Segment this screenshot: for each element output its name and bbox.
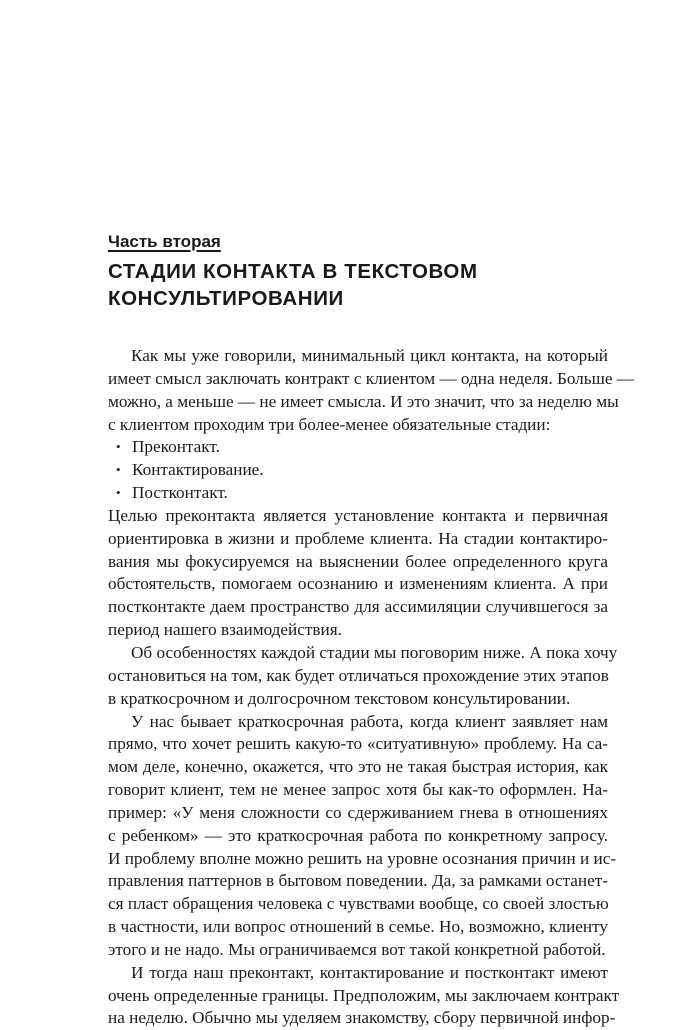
- body-text: [108, 345, 634, 1030]
- bullet-icon: •: [116, 485, 121, 501]
- text-line: вания мы фокусируемся на выяснении более определенного круга: [108, 551, 608, 571]
- text-line: И тогда наш преконтакт, контактирование и постконтакт имеют: [131, 962, 608, 982]
- text-line: на неделю. Обычно мы уделяем знакомству, сбору первичной инфор-: [108, 1008, 616, 1028]
- list-item-text: Преконтакт.: [132, 437, 220, 457]
- text-line: в краткосрочном и долгосрочном текстовом консультировании.: [108, 688, 571, 708]
- text-line: правления паттернов в бытовом поведении. Да, за рамками останет-: [108, 871, 608, 891]
- text-line: Целью преконтакта является установление контакта и первичная: [108, 505, 608, 525]
- list-item: [108, 482, 608, 505]
- part-label: Часть вторая: [108, 232, 221, 251]
- chapter-title: [108, 258, 608, 312]
- text-line: период нашего взаимодействия.: [108, 620, 342, 640]
- text-line: ориентировка в жизни и проблеме клиента. На стадии контактиро-: [108, 528, 608, 548]
- list-item: [108, 459, 608, 482]
- text-line: обстоятельств, помогаем осознанию и изменениям клиента. А при: [108, 574, 608, 594]
- text-line: можно, а меньше — не имеет смысла. И это значит, что за неделю мы: [108, 391, 619, 411]
- text-line: прямо, что хочет решить какую-то «ситуативную» проблему. На са-: [108, 734, 608, 754]
- chapter-title-line: КОНСУЛЬТИРОВАНИИ: [108, 287, 344, 310]
- list-item: [108, 436, 608, 459]
- text-line: с клиентом проходим три более-менее обязательные стадии:: [108, 414, 551, 434]
- bullet-icon: •: [116, 462, 121, 478]
- chapter-title-line: СТАДИИ КОНТАКТА В ТЕКСТОВОМ: [108, 260, 478, 283]
- bullet-icon: •: [116, 439, 121, 455]
- text-line: У нас бывает краткосрочная работа, когда клиент заявляет нам: [131, 711, 608, 731]
- text-line: Об особенностях каждой стадии мы поговорим ниже. А пока хочу: [131, 642, 618, 662]
- text-line: ся пласт обращения человека с чувствами вообще, со своей злостью: [108, 894, 609, 914]
- text-line: постконтакте даем пространство для ассимиляции случившегося за: [108, 597, 608, 617]
- text-line: Как мы уже говорили, минимальный цикл контакта, на который: [131, 346, 608, 365]
- text-line: И проблему вполне можно решить на уровне осознания причин и ис-: [108, 848, 617, 868]
- text-line: пример: «У меня сложности со сдерживанием гнева в отношениях: [108, 802, 608, 822]
- list-item-text: Контактирование.: [132, 460, 264, 480]
- text-line: говорит клиент, тем не менее запрос хотя бы как-то оформлен. На-: [108, 780, 608, 800]
- text-line: с ребенком» — это краткосрочная работа по конкретному запросу.: [108, 825, 608, 845]
- text-line: этого и не надо. Мы ограничиваемся вот такой конкретной работой.: [108, 939, 606, 959]
- text-line: остановиться на том, как будет отличаться прохождение этих этапов: [108, 665, 609, 685]
- text-line: в частности, или вопрос отношений в семье. Но, возможно, клиенту: [108, 917, 608, 937]
- text-line: имеет смысл заключать контракт с клиентом — одна неделя. Больше —: [108, 368, 634, 388]
- list-item-text: Постконтакт.: [132, 483, 228, 503]
- text-line: очень определенные границы. Предположим, мы заключаем контракт: [108, 985, 620, 1005]
- text-line: мом деле, конечно, окажется, что это не такая быстрая история, как: [108, 757, 608, 777]
